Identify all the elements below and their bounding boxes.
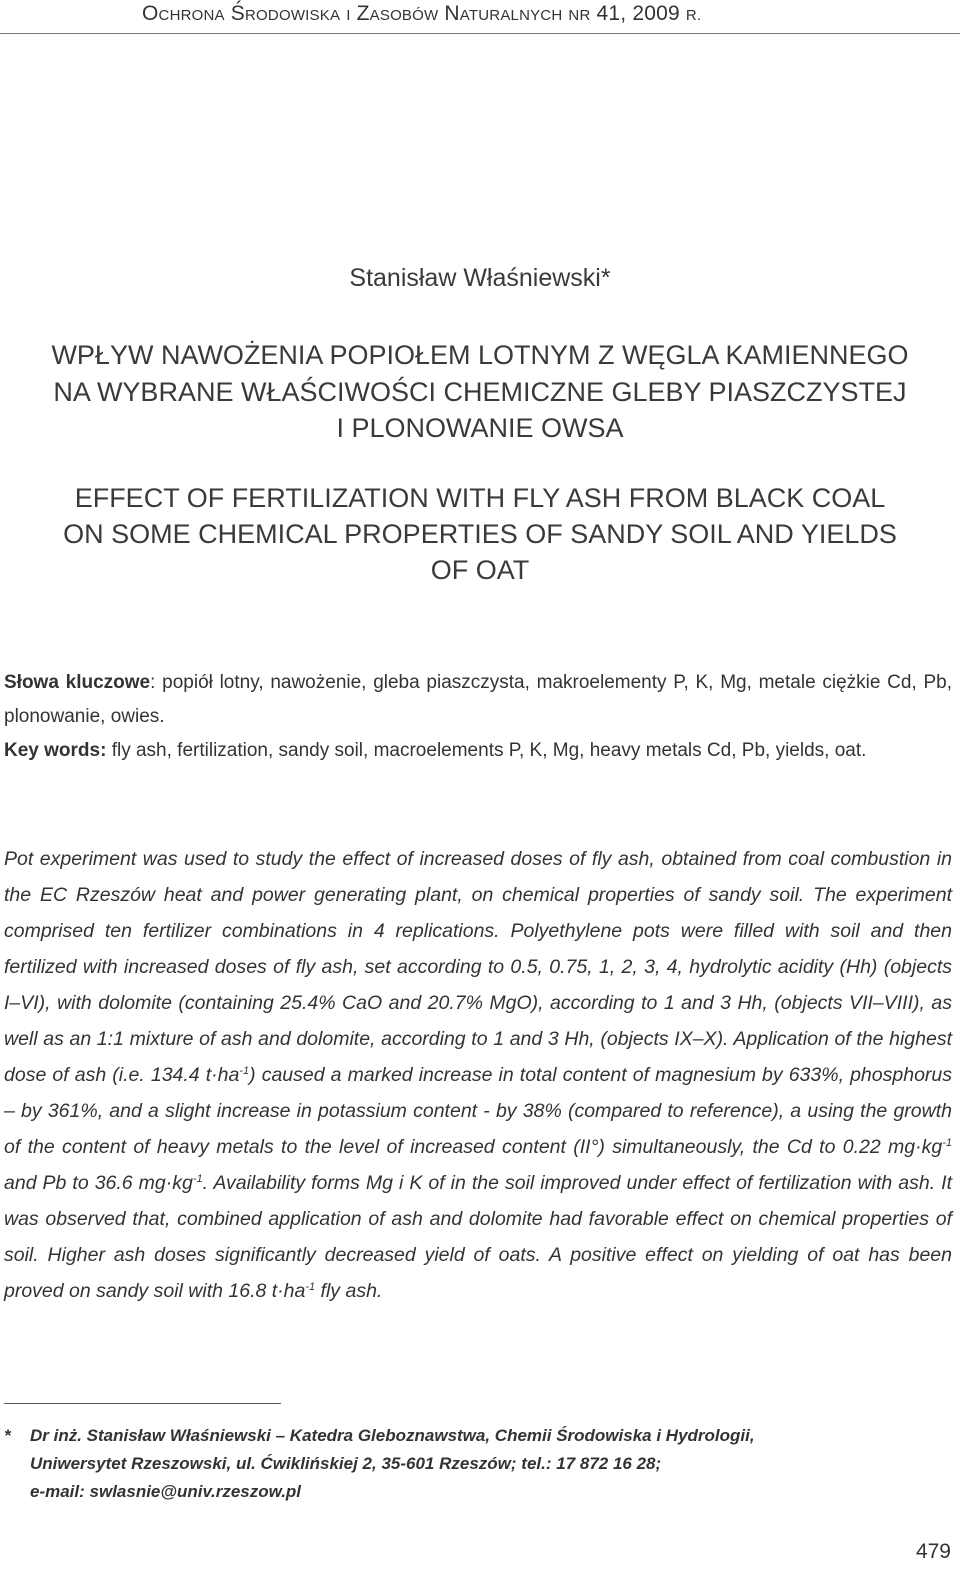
journal-title-part: ASOBÓW [369,7,439,24]
abstract-text: ) caused a marked increase in total content of magnesium by 633%, phosphorus – by 361%, and a slight increase in potassium content - by 38% (compared to reference), a using the growth of the content of heavy metals to the level of increased content (II°) simultaneously, the Cd to 0.22 mg·kg [4,1064,952,1158]
keywords-polish-text: : popiół lotny, nawożenie, gleba piaszczysta, makroelementy P, K, Mg, metale ciężkie Cd, Pb, plonowanie, owies. [4,672,953,727]
journal-title-part: Z [356,2,370,25]
author-name: Stanisław Właśniewski* [349,264,611,292]
footnote [4,1422,954,1506]
journal-title-part: CHRONA [158,7,225,24]
abstract-superscript: -1 [942,1137,952,1149]
title-polish [0,337,960,447]
abstract-text: and Pb to 36.6 mg·kg [4,1172,193,1194]
abstract-superscript: -1 [192,1173,203,1185]
footnote-marker: * [4,1426,11,1445]
journal-title-part: R. [685,7,702,24]
journal-title-part: O [142,2,159,25]
title-polish-line: NA WYBRANE WŁAŚCIWOŚCI CHEMICZNE GLEBY PIASZCZYSTEJ [53,376,907,407]
title-polish-line: I PLONOWANIE OWSA [336,413,624,443]
keywords-english-label: Key words: [4,740,107,761]
page-number: 479 [915,1540,951,1563]
header-rule [0,33,960,34]
keywords-english-text: fly ash, fertilization, sandy soil, macroelements P, K, Mg, heavy metals Cd, Pb, yields, oat. [106,740,867,761]
title-polish-line: WPŁYW NAWOŻENIA POPIOŁEM LOTNYM Z WĘGLA KAMIENNEGO [51,340,909,370]
journal-title-part: I [346,7,351,24]
keywords-polish-label: Słowa kluczowe [4,672,151,693]
footnote-line: Dr inż. Stanisław Właśniewski – Katedra Gleboznawstwa, Chemii Środowiska i Hydrologii, [30,1426,755,1445]
abstract-superscript: -1 [305,1281,316,1293]
abstract-superscript: -1 [239,1065,250,1077]
title-english-line: OF OAT [430,555,530,585]
title-english-line: ON SOME CHEMICAL PROPERTIES OF SANDY SOIL AND YIELDS [63,519,897,549]
abstract-text: . Availability forms Mg i K of in the soil improved under effect of fertilization with ash. It was observed that, combined application of ash and dolomite had favorable effect on chemical properties of soil. Higher ash doses significantly decreased yield of oats. A positive effect on yielding of oat has been proved on sandy soil with 16.8 t·ha [4,1172,953,1302]
footnote-line: e-mail: swlasnie@univ.rzeszow.pl [30,1482,302,1501]
journal-title-part: ATURALNYCH [459,7,563,24]
journal-title-part: Ś [230,2,246,25]
keywords-section [4,666,952,768]
title-english [0,480,960,588]
journal-title-part: 41, 2009 [590,2,686,25]
journal-title-part: N [444,2,460,25]
abstract [4,841,952,1309]
title-english-line: EFFECT OF FERTILIZATION WITH FLY ASH FROM BLACK COAL [74,483,886,513]
keywords-polish [4,666,952,734]
footnote-rule [4,1403,281,1404]
journal-title-part: NR [568,7,591,24]
abstract-text: Pot experiment was used to study the effect of increased doses of fly ash, obtained from coal combustion in the EC Rzeszów heat and power generating plant, on chemical properties of sandy soil. The experiment comprised ten fertilizer combinations in 4 replications. Polyethylene pots were filled with soil and then fertilized with increased doses of fly ash, set according to 0.5, 0.75, 1, 2, 3, 4, hydrolytic acidity (Hh) (objects I–VI), with dolomite (containing 25.4% CaO and 20.7% MgO), according to 1 and 3 Hh, (objects VII–VIII), as well as an 1:1 mixture of ash and dolomite, according to 1 and 3 Hh, (objects IX–X). Application of the highest dose of ash (i.e. 134.4 t·ha [4,848,952,1086]
journal-title-part: RODOWISKA [245,7,341,24]
abstract-text: fly ash. [315,1280,383,1302]
journal-title [142,2,701,26]
footnote-line: Uniwersytet Rzeszowski, ul. Ćwiklińskiej 2, 35-601 Rzeszów; tel.: 17 872 16 28; [30,1454,662,1473]
journal-header [0,0,960,40]
keywords-english [4,734,952,768]
